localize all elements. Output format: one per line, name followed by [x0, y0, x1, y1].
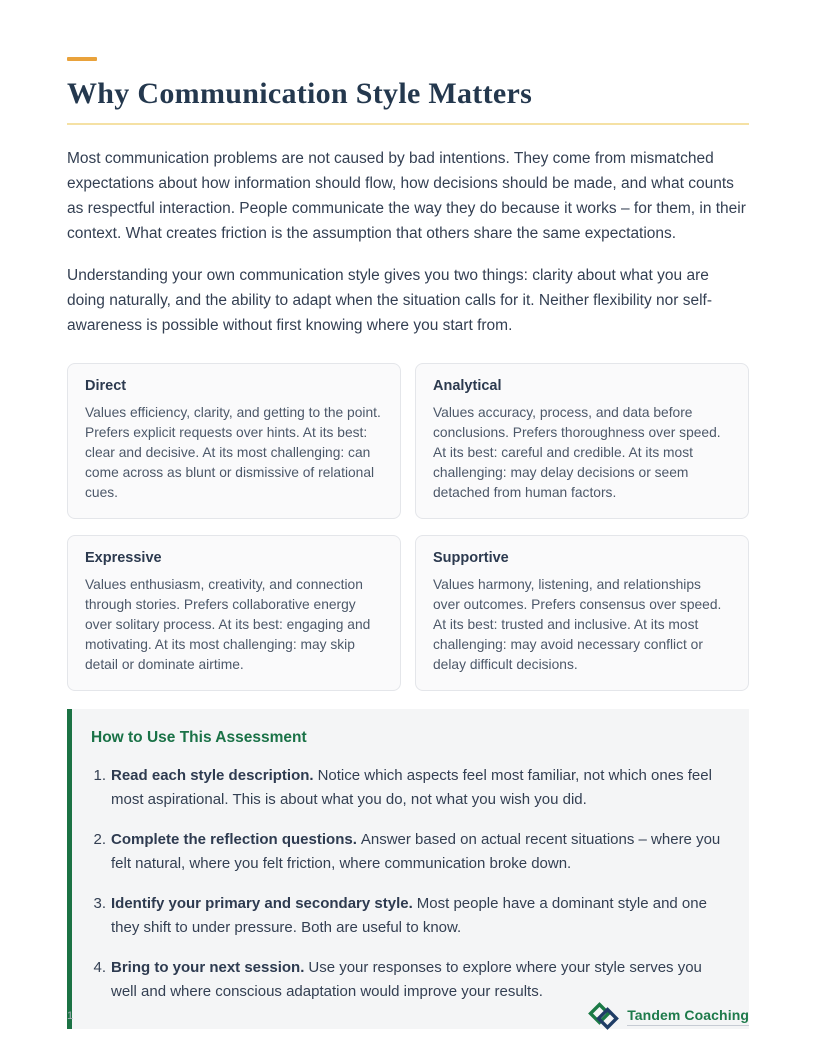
list-item-body: Use your responses to explore where your style serves you well and where conscious adaptation would improve your results. [111, 959, 702, 1000]
list-item [91, 828, 725, 875]
list-item-body: Answer based on actual recent situations – where you felt natural, where you felt friction, where communication broke down. [111, 831, 721, 872]
list-item-text [111, 764, 725, 811]
list-item-body: Notice which aspects feel most familiar, not which ones feel most aspirational. This is about what you do, not what you wish you did. [111, 767, 712, 808]
list-item-body: Most people have a dominant style and one they shift to under pressure. Both are useful to know. [111, 895, 707, 936]
list-item [91, 892, 725, 939]
list-item-number: 1. [93, 767, 106, 784]
list-item-text [111, 828, 725, 875]
list-item-text [111, 892, 725, 939]
brand-logo-link[interactable] [588, 1002, 749, 1030]
brand-name: Tandem Coaching [627, 1007, 749, 1026]
style-card-expressive [67, 535, 401, 691]
intro-paragraph-1: Most communication problems are not caused by bad intentions. They come from mismatched expectations about how information should flow, how decisions should be made, and what counts as respectful interaction. People communicate the way they do because it works – for them, in their context. What creates friction is the assumption that others share the same expectations. [67, 150, 746, 242]
list-item-number: 4. [93, 959, 106, 976]
callout-heading: How to Use This Assessment [91, 729, 307, 746]
style-cards-grid [67, 363, 749, 691]
page-footer [67, 1002, 749, 1030]
list-item-number: 2. [93, 831, 106, 848]
list-item-lead: Bring to your next session. [111, 959, 305, 976]
style-card-direct [67, 363, 401, 519]
list-item [91, 956, 725, 1003]
list-item-lead: Identify your primary and secondary style. [111, 895, 413, 912]
how-to-use-callout [67, 709, 749, 1029]
card-title: Expressive [85, 550, 162, 566]
card-description: Values enthusiasm, creativity, and connection through stories. Prefers collaborative energy over solitary process. At its best: engaging and motivating. At its most challenging: may skip detail or dominate airtime. [85, 577, 371, 672]
card-description: Values efficiency, clarity, and getting to the point. Prefers explicit requests over hints. At its best: clear and decisive. At its most challenging: can come across as blunt or dismissive of relational cues. [85, 405, 381, 500]
card-description: Values harmony, listening, and relationships over outcomes. Prefers consensus over speed. At its best: trusted and inclusive. At its most challenging: may avoid necessary conflict or delay difficult decisions. [433, 577, 722, 672]
overlapping-diamonds-icon [588, 1002, 619, 1030]
card-description: Values accuracy, process, and data before conclusions. Prefers thoroughness over speed. At its best: careful and credible. At its most challenging: may delay decisions or seem detached from human factors. [433, 405, 721, 500]
card-title: Direct [85, 378, 127, 394]
card-title: Analytical [433, 378, 502, 394]
list-item-lead: Complete the reflection questions. [111, 831, 357, 848]
intro-paragraph-2: Understanding your own communication style gives you two things: clarity about what you are doing naturally, and the ability to adapt when the situation calls for it. Neither flexibility nor self-awareness is possible without first knowing where you start from. [67, 267, 713, 334]
list-item-lead: Read each style description. [111, 767, 314, 784]
style-card-analytical [415, 363, 749, 519]
page-title: Why Communication Style Matters [67, 78, 749, 125]
page-number: 1 [67, 1010, 74, 1022]
list-item [91, 764, 725, 811]
card-title: Supportive [433, 550, 509, 566]
intro-section [67, 146, 749, 338]
accent-bar [67, 57, 97, 61]
style-card-supportive [415, 535, 749, 691]
list-item-text [111, 956, 725, 1003]
list-item-number: 3. [93, 895, 106, 912]
